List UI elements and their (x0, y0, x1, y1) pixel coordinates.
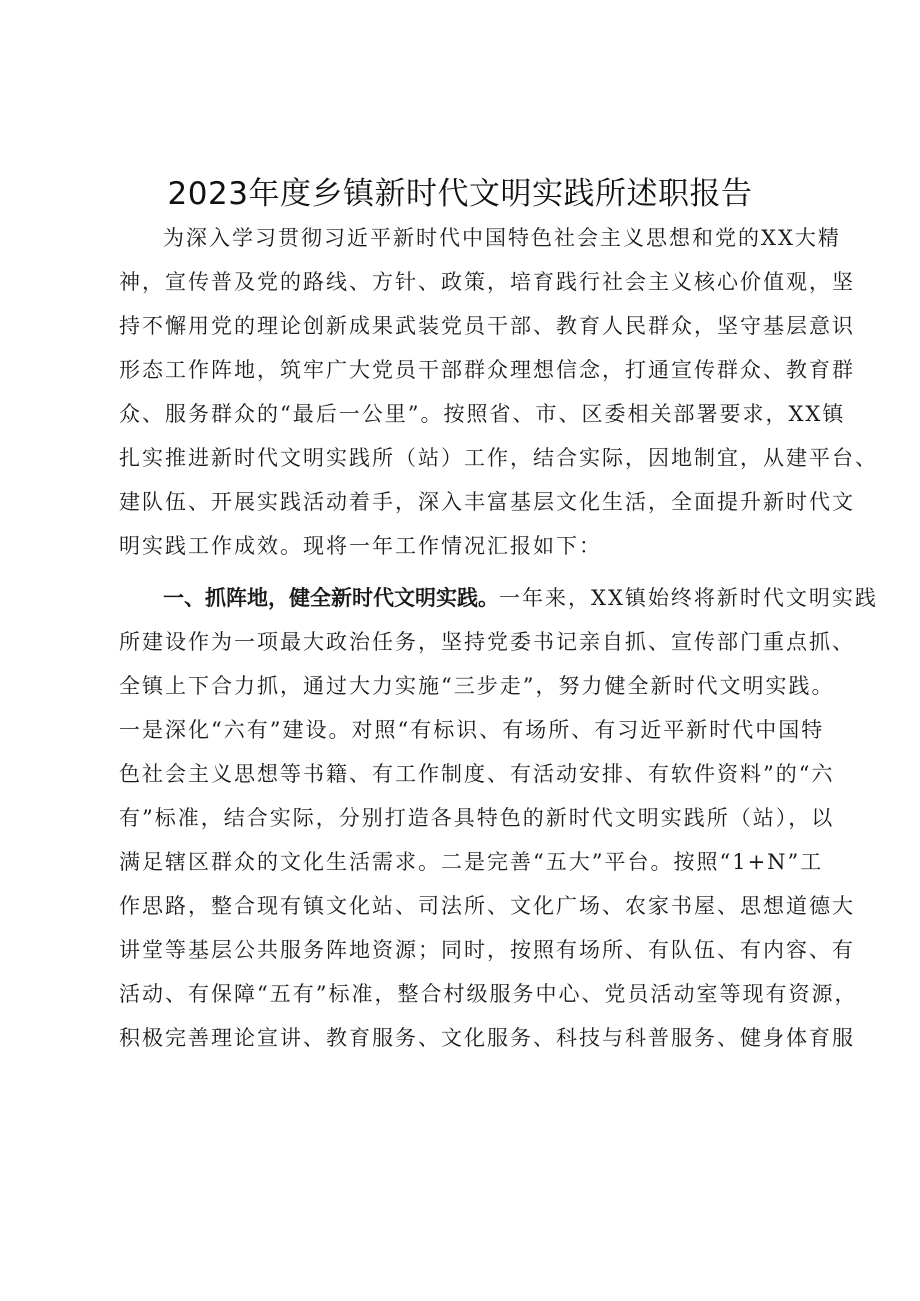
document-title: 2023年度乡镇新时代文明实践所述职报告 (167, 176, 753, 212)
paragraph-line: 众、服务群众的“最后一公里”。按照省、市、区委相关部署要求，XX镇 (119, 402, 846, 426)
paragraph-line: 活动、有保障“五有”标准，整合村级服务中心、党员活动室等现有资源， (119, 982, 858, 1006)
paragraph-line: 作思路，整合现有镇文化站、司法所、文化广场、农家书屋、思想道德大 (119, 894, 855, 918)
paragraph-line: 色社会主义思想等书籍、有工作制度、有活动安排、有软件资料”的“六 (119, 762, 835, 786)
paragraph-line: 为深入学习贯彻习近平新时代中国特色社会主义思想和党的XX大精 (163, 226, 841, 250)
paragraph-line: 明实践工作成效。现将一年工作情况汇报如下： (119, 534, 602, 558)
paragraph-line: 扎实推进新时代文明实践所（站）工作，结合实际，因地制宜，从建平台、 (119, 446, 878, 470)
paragraph-line: 持不懈用党的理论创新成果武装党员干部、教育人民群众，坚守基层意识 (119, 314, 855, 338)
section-1-first-line-text: 一年来，XX镇始终将新时代文明实践 (499, 586, 878, 610)
paragraph-line: 全镇上下合力抓，通过大力实施“三步走”，努力健全新时代文明实践。 (119, 674, 835, 698)
section-1-first-line (163, 576, 878, 620)
paragraph-line: 所建设作为一项最大政治任务，坚持党委书记亲自抓、宣传部门重点抓、 (119, 630, 855, 654)
paragraph-line: 讲堂等基层公共服务阵地资源；同时，按照有场所、有队伍、有内容、有 (119, 938, 855, 962)
paragraph-line: 满足辖区群众的文化生活需求。二是完善“五大”平台。按照“1+N”工 (119, 850, 824, 874)
paragraph-line: 有”标准，结合实际，分别打造各具特色的新时代文明实践所（站），以 (119, 806, 835, 830)
paragraph-line: 建队伍、开展实践活动着手，深入丰富基层文化生活，全面提升新时代文 (119, 490, 855, 514)
paragraph-line: 积极完善理论宣讲、教育服务、文化服务、科技与科普服务、健身体育服 (119, 1026, 855, 1050)
paragraph-line: 形态工作阵地，筑牢广大党员干部群众理想信念，打通宣传群众、教育群 (119, 358, 855, 382)
paragraph-line: 神，宣传普及党的路线、方针、政策，培育践行社会主义核心价值观，坚 (119, 270, 855, 294)
paragraph-line: 一是深化“六有”建设。对照“有标识、有场所、有习近平新时代中国特 (119, 718, 825, 742)
section-1-heading: 一、抓阵地，健全新时代文明实践。 (163, 586, 499, 610)
